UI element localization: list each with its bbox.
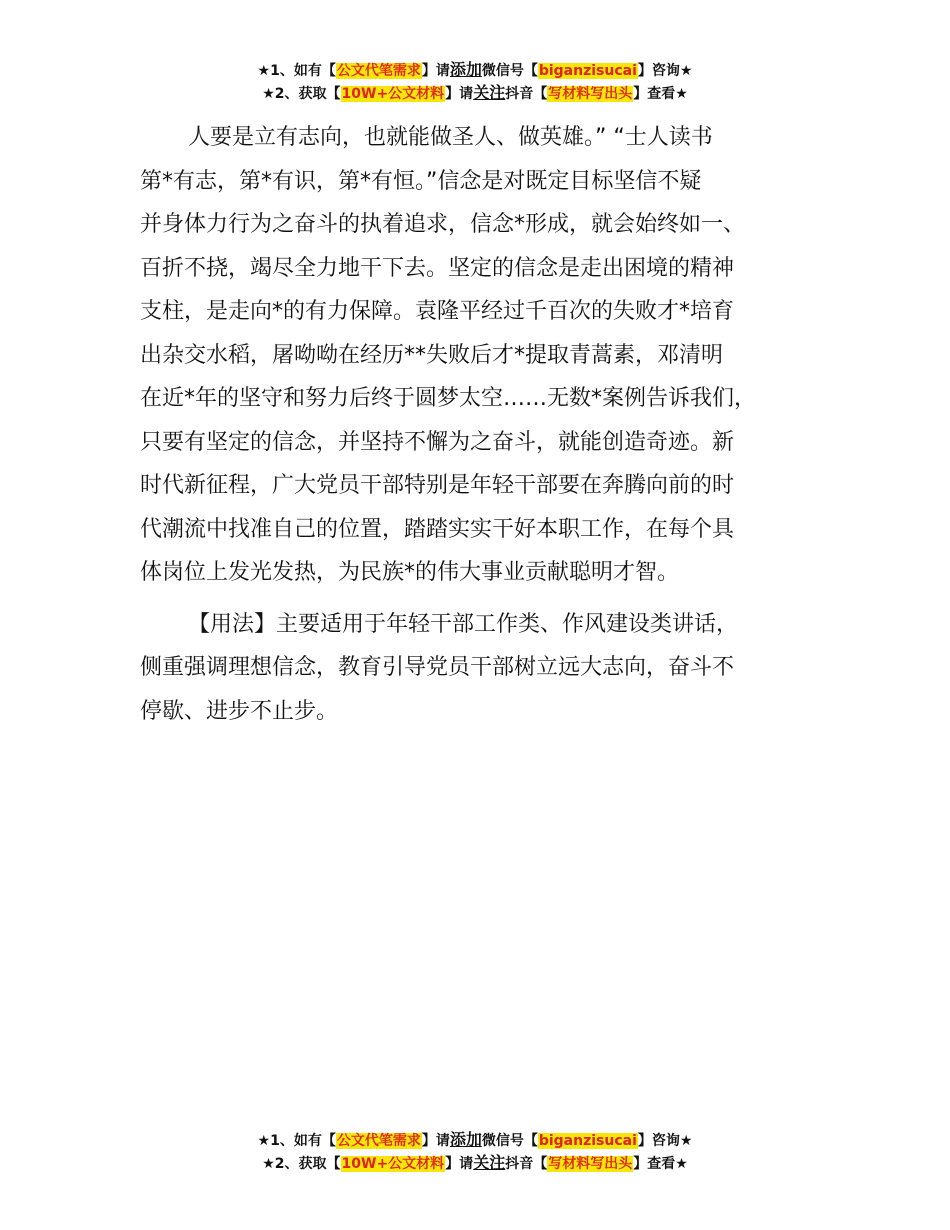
text-line: 只要有坚定的信念，并坚持不懈为之奋斗，就能创造奇迹。新 <box>140 429 735 455</box>
paragraph-2 <box>140 603 835 734</box>
banner-text: 】咨询★ <box>637 1133 693 1149</box>
banner-text: ★1、如有【 <box>257 63 336 79</box>
paragraph-1 <box>140 116 835 595</box>
text-line: 体岗位上发光发热，为民族*的伟大事业贡献聪明才智。 <box>140 560 680 585</box>
paragraph-spacer <box>140 595 835 603</box>
emphasis-text: 添加 <box>449 1130 482 1149</box>
banner-text: ★1、如有【 <box>257 1133 336 1149</box>
text-line: 在近*年的坚守和努力后终于圆梦太空……无数*案例告诉我们， <box>140 386 757 411</box>
banner-text: 】咨询★ <box>637 63 693 79</box>
text-line: 并身体力行为之奋斗的执着追求，信念*形成，就会始终如一、 <box>140 212 746 237</box>
highlight-materials: 10W+公文材料 <box>341 1156 445 1172</box>
banner-text: ★2、获取【 <box>262 86 341 102</box>
text-line: 【用法】主要适用于年轻干部工作类、作风建设类讲话， <box>188 611 739 637</box>
highlight-account: 写材料写出头 <box>548 86 633 102</box>
highlight-account: 写材料写出头 <box>548 1156 633 1172</box>
banner-text: 】请 <box>421 63 450 79</box>
banner-text: 微信号【 <box>481 1133 538 1149</box>
text-line: 代潮流中找准自己的位置，踏踏实实干好本职工作，在每个具 <box>140 516 735 542</box>
emphasis-text: 关注 <box>473 83 506 102</box>
banner-text: ★2、获取【 <box>262 1156 341 1172</box>
document-body <box>140 116 835 733</box>
banner-line-2 <box>0 1152 950 1175</box>
highlight-wechat-id: biganzisucai <box>538 1133 637 1149</box>
banner-line-1 <box>0 1129 950 1152</box>
text-line: 时代新征程，广大党员干部特别是年轻干部要在奔腾向前的时 <box>140 473 735 498</box>
text-line: 停歇、进步不止步。 <box>140 698 339 724</box>
text-line: 第*有志，第*有识，第*有恒。”信念是对既定目标坚信不疑 <box>140 168 702 194</box>
banner-line-1 <box>0 59 950 82</box>
text-line: 侧重强调理想信念，教育引导党员干部树立远大志向，奋斗不 <box>140 655 735 680</box>
banner-text: 抖音【 <box>505 86 548 102</box>
banner-text: 】请 <box>445 1156 474 1172</box>
banner-text: 】请 <box>445 86 474 102</box>
banner-text: 微信号【 <box>481 63 538 79</box>
highlight-materials: 10W+公文材料 <box>341 86 445 102</box>
banner-line-2 <box>0 82 950 105</box>
banner-text: 】请 <box>421 1133 450 1149</box>
banner-text: 】查看★ <box>633 86 688 102</box>
text-line: 出杂交水稻，屠呦呦在经历**失败后才*提取青蒿素，邓清明 <box>140 342 724 368</box>
text-line: 人要是立有志向，也就能做圣人、做英雄。” “士人读书 <box>188 125 713 150</box>
header-banner <box>0 59 950 105</box>
highlight-service: 公文代笔需求 <box>336 1133 421 1149</box>
banner-text: 】查看★ <box>633 1156 688 1172</box>
text-line: 百折不挠，竭尽全力地干下去。坚定的信念是走出困境的精神 <box>140 255 735 281</box>
banner-text: 抖音【 <box>505 1156 548 1172</box>
highlight-wechat-id: biganzisucai <box>538 63 637 79</box>
text-line: 支柱，是走向*的有力保障。袁隆平经过千百次的失败才*培育 <box>140 299 735 324</box>
emphasis-text: 添加 <box>449 60 482 79</box>
footer-banner <box>0 1129 950 1175</box>
emphasis-text: 关注 <box>473 1153 506 1172</box>
highlight-service: 公文代笔需求 <box>336 63 421 79</box>
